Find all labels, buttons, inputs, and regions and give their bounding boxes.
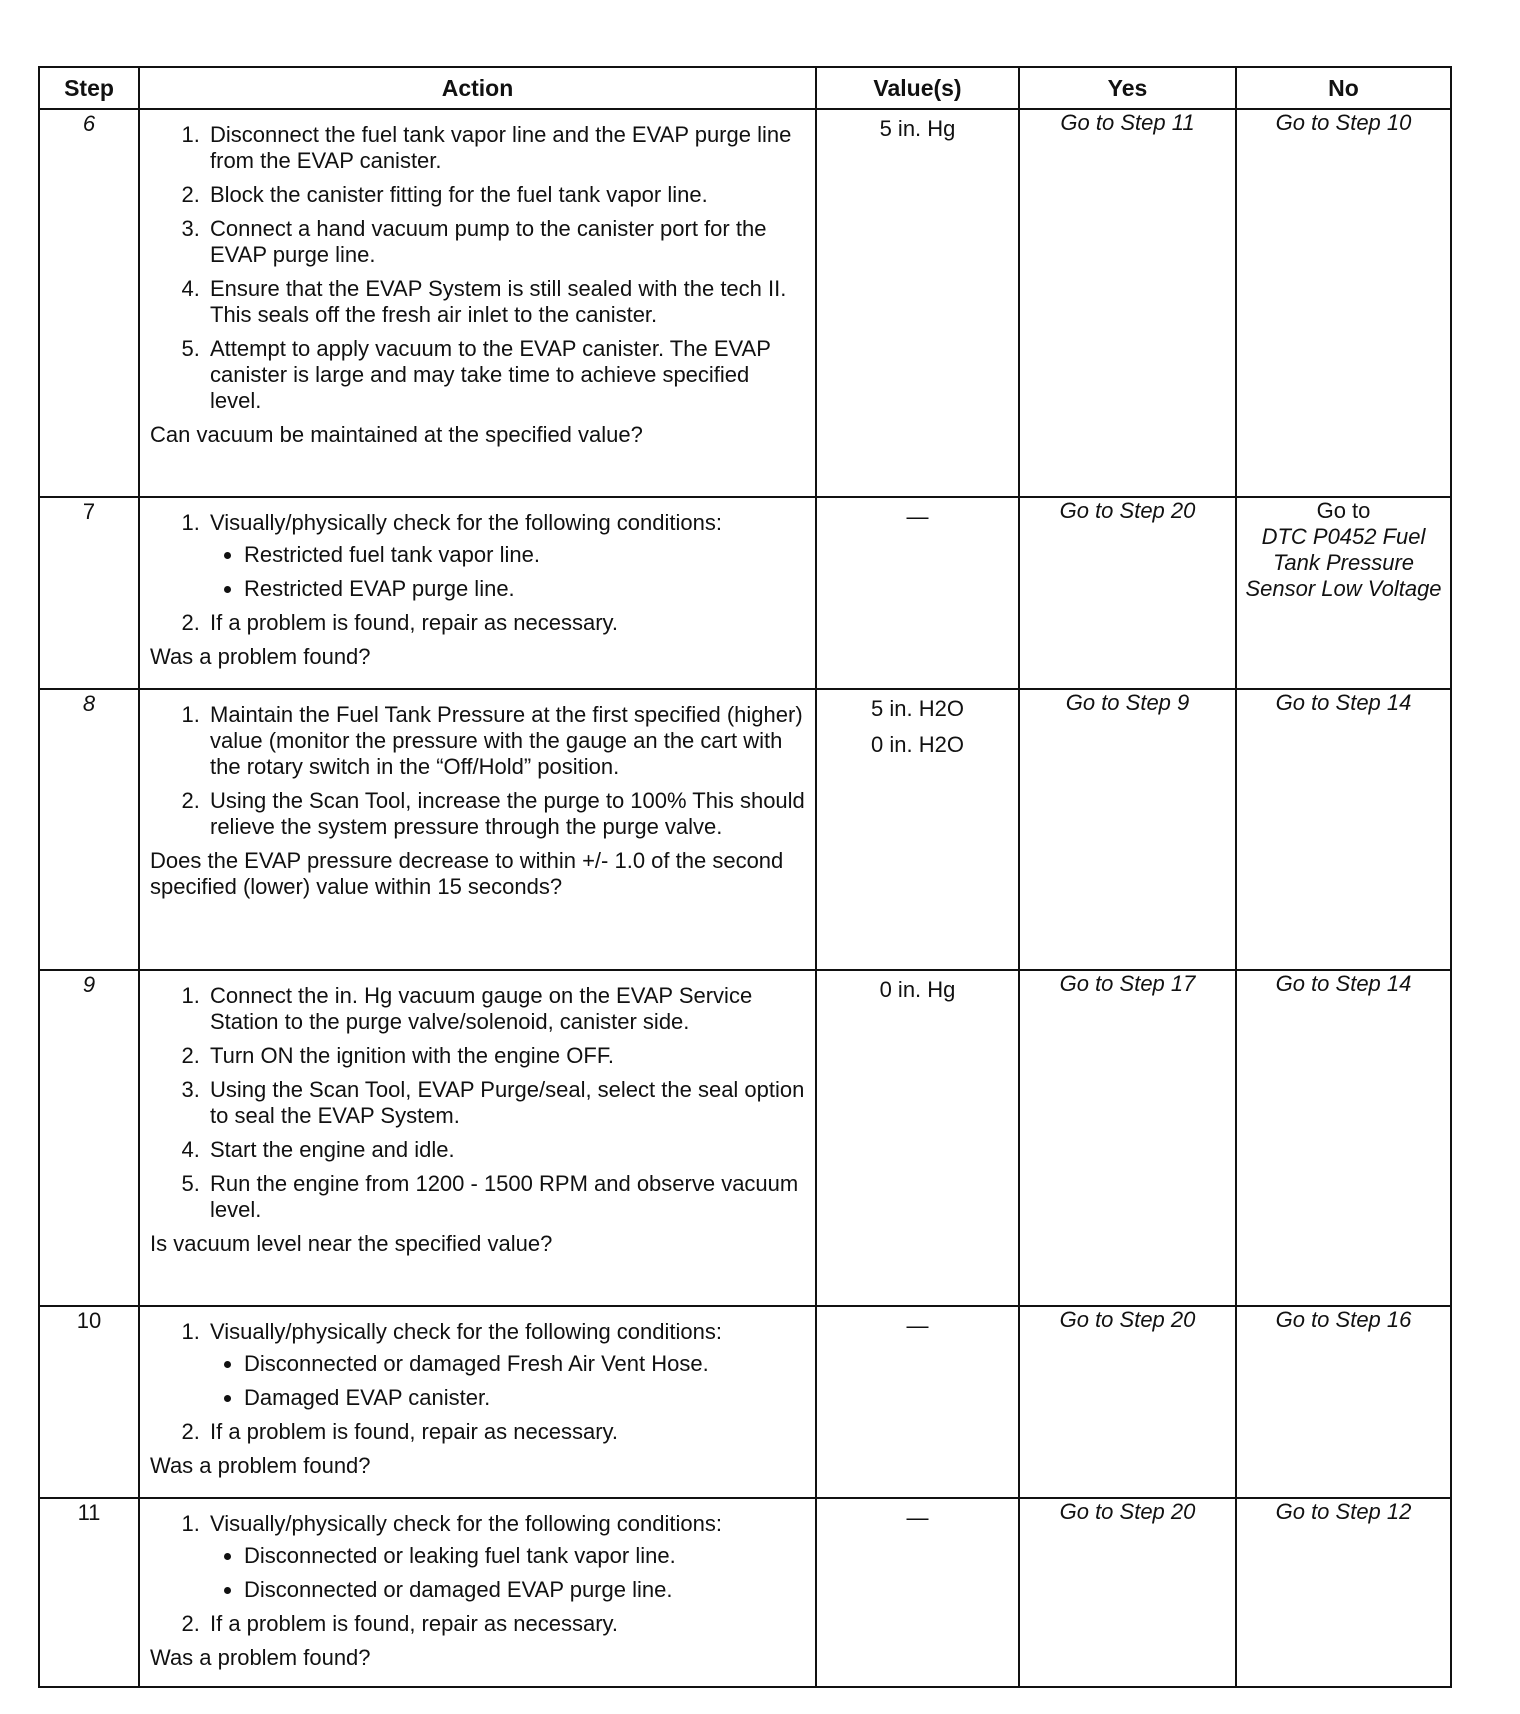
table-row-step-11 <box>39 1498 1451 1687</box>
value-text: 0 in. Hg <box>879 977 956 1002</box>
value-text: — <box>906 504 929 529</box>
no-link <box>1241 498 1446 602</box>
action-cell <box>139 970 816 1306</box>
table-row-step-8 <box>39 689 1451 970</box>
action-cell <box>139 1498 816 1687</box>
action-item-text: Visually/physically check for the following conditions: <box>210 510 722 535</box>
value-cell <box>816 970 1019 1306</box>
action-item: 3. Connect a hand vacuum pump to the canister port for the EVAP purge line. <box>206 216 805 268</box>
no-cell <box>1236 497 1451 689</box>
bullet-item: • Restricted EVAP purge line. <box>244 576 805 602</box>
value-text: — <box>906 1505 929 1530</box>
value-text: 0 in. H2O <box>871 732 964 757</box>
diagnostic-table-sheet <box>38 66 1450 1688</box>
yes-cell: Go to Step 20 <box>1019 1498 1236 1687</box>
value-text: — <box>906 1313 929 1338</box>
action-cell <box>139 109 816 497</box>
yes-cell: Go to Step 17 <box>1019 970 1236 1306</box>
action-item: 1. Disconnect the fuel tank vapor line and the EVAP purge line from the EVAP canister. <box>206 122 805 174</box>
action-item <box>206 1319 805 1411</box>
action-item: 1. Connect the in. Hg vacuum gauge on the EVAP Service Station to the purge valve/solenoid, canister side. <box>206 983 805 1035</box>
no-cell: Go to Step 14 <box>1236 970 1451 1306</box>
no-cell: Go to Step 10 <box>1236 109 1451 497</box>
bullet-item: • Disconnected or damaged EVAP purge line. <box>244 1577 805 1603</box>
header-no: No <box>1236 67 1451 109</box>
no-cell: Go to Step 12 <box>1236 1498 1451 1687</box>
action-item: 2. Using the Scan Tool, increase the purge to 100% This should relieve the system pressure through the purge valve. <box>206 788 805 840</box>
step-number: 9 <box>39 970 139 1306</box>
action-item: 2. Turn ON the ignition with the engine OFF. <box>206 1043 805 1069</box>
action-item <box>206 510 805 602</box>
bullet-item: • Disconnected or leaking fuel tank vapor line. <box>244 1543 805 1569</box>
action-item-text: Visually/physically check for the following conditions: <box>210 1319 722 1344</box>
action-item: 1. Maintain the Fuel Tank Pressure at the first specified (higher) value (monitor the pressure with the gauge an the cart with the rotary switch in the “Off/Hold” position. <box>206 702 805 780</box>
action-cell <box>139 497 816 689</box>
yes-cell: Go to Step 20 <box>1019 497 1236 689</box>
action-cell <box>139 689 816 970</box>
yes-cell: Go to Step 9 <box>1019 689 1236 970</box>
header-action: Action <box>139 67 816 109</box>
bullet-item: • Restricted fuel tank vapor line. <box>244 542 805 568</box>
action-item: 5. Run the engine from 1200 - 1500 RPM and observe vacuum level. <box>206 1171 805 1223</box>
step-number: 10 <box>39 1306 139 1498</box>
action-question: Was a problem found? <box>150 1645 371 1670</box>
yes-cell: Go to Step 20 <box>1019 1306 1236 1498</box>
step-number: 6 <box>39 109 139 497</box>
header-step: Step <box>39 67 139 109</box>
step-number: 8 <box>39 689 139 970</box>
value-cell <box>816 109 1019 497</box>
action-item: 4. Start the engine and idle. <box>206 1137 805 1163</box>
bullet-item: • Damaged EVAP canister. <box>244 1385 805 1411</box>
value-cell <box>816 1498 1019 1687</box>
header-row <box>39 67 1451 109</box>
action-item <box>206 1511 805 1603</box>
value-cell <box>816 1306 1019 1498</box>
no-cell: Go to Step 16 <box>1236 1306 1451 1498</box>
action-question: Can vacuum be maintained at the specified value? <box>150 422 643 447</box>
table-row-step-10 <box>39 1306 1451 1498</box>
action-question: Was a problem found? <box>150 644 371 669</box>
action-cell <box>139 1306 816 1498</box>
value-cell <box>816 497 1019 689</box>
header-values: Value(s) <box>816 67 1019 109</box>
value-cell <box>816 689 1019 970</box>
table-row-step-7 <box>39 497 1451 689</box>
step-number: 7 <box>39 497 139 689</box>
table-row-step-6 <box>39 109 1451 497</box>
value-text: 5 in. H2O <box>871 696 964 721</box>
action-question: Was a problem found? <box>150 1453 371 1478</box>
header-yes: Yes <box>1019 67 1236 109</box>
step-number: 11 <box>39 1498 139 1687</box>
diagnostic-table <box>38 66 1452 1688</box>
value-text: 5 in. Hg <box>879 116 956 141</box>
bullet-item: • Disconnected or damaged Fresh Air Vent Hose. <box>244 1351 805 1377</box>
action-item: 2. Block the canister fitting for the fuel tank vapor line. <box>206 182 805 208</box>
no-cell: Go to Step 14 <box>1236 689 1451 970</box>
table-row-step-9 <box>39 970 1451 1306</box>
action-item: 4. Ensure that the EVAP System is still sealed with the tech II. This seals off the fresh air inlet to the canister. <box>206 276 805 328</box>
action-item: 5. Attempt to apply vacuum to the EVAP canister. The EVAP canister is large and may take time to achieve specified level. <box>206 336 805 414</box>
action-question: Does the EVAP pressure decrease to within +/- 1.0 of the second specified (lower) value within 15 seconds? <box>150 848 784 899</box>
action-item-text: Visually/physically check for the following conditions: <box>210 1511 722 1536</box>
no-prefix: Go to <box>1316 498 1371 523</box>
action-item: 3. Using the Scan Tool, EVAP Purge/seal, select the seal option to seal the EVAP System. <box>206 1077 805 1129</box>
yes-cell: Go to Step 11 <box>1019 109 1236 497</box>
action-item: 2. If a problem is found, repair as necessary. <box>206 1611 805 1637</box>
no-target: DTC P0452 Fuel Tank Pressure Sensor Low Voltage <box>1245 524 1442 601</box>
action-item: 2. If a problem is found, repair as necessary. <box>206 1419 805 1445</box>
action-item: 2. If a problem is found, repair as necessary. <box>206 610 805 636</box>
action-question: Is vacuum level near the specified value? <box>150 1231 553 1256</box>
